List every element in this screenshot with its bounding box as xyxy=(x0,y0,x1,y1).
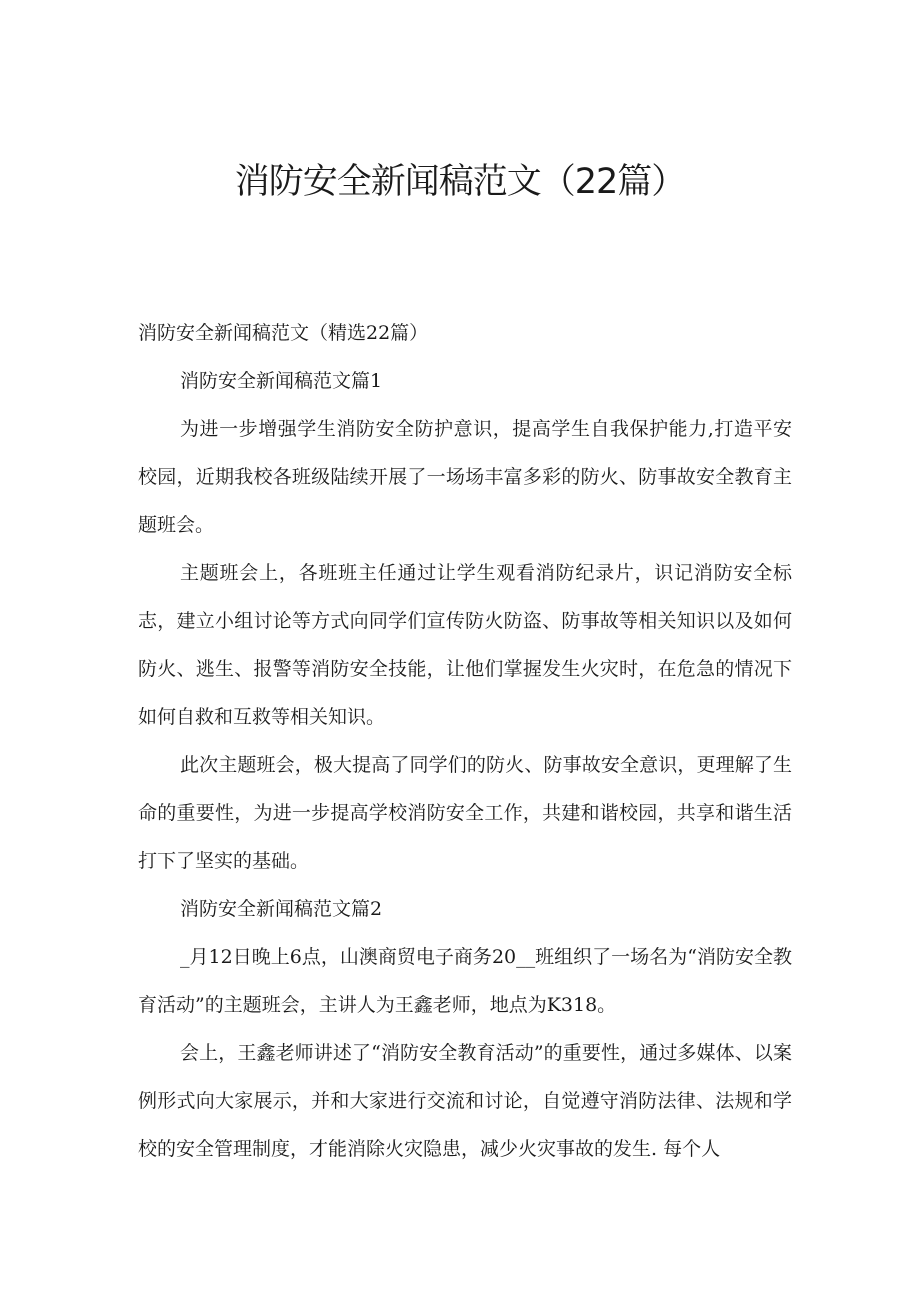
section-2-paragraph-1: _月12日晚上6点，山澳商贸电子商务20__班组织了一场名为“消防安全教育活动”的主题班会，主讲人为王鑫老师，地点为K318。 xyxy=(138,946,792,1016)
section-1-paragraph-1: 为进一步增强学生消防安全防护意识，提高学生自我保护能力,打造平安校园，近期我校各班级陆续开展了一场场丰富多彩的防火、防事故安全教育主题班会。 xyxy=(138,418,792,536)
section-1-paragraph-3: 此次主题班会，极大提高了同学们的防火、防事故安全意识，更理解了生命的重要性，为进一步提高学校消防安全工作，共建和谐校园，共享和谐生活打下了坚实的基础。 xyxy=(138,754,792,872)
document-subtitle: 消防安全新闻稿范文（精选22篇） xyxy=(138,322,429,344)
section-1-paragraph-2: 主题班会上，各班班主任通过让学生观看消防纪录片，识记消防安全标志，建立小组讨论等方式向同学们宣传防火防盗、防事故等相关知识以及如何防火、逃生、报警等消防安全技能，让他们掌握发生火灾时，在危急的情况下如何自救和互救等相关知识。 xyxy=(138,562,792,728)
section-heading-1: 消防安全新闻稿范文篇1 xyxy=(180,370,383,392)
section-2-paragraph-2: 会上，王鑫老师讲述了“消防安全教育活动”的重要性，通过多媒体、以案例形式向大家展示，并和大家进行交流和讨论，自觉遵守消防法律、法规和学校的安全管理制度，才能消除火灾隐患，减少火灾事故的发生. 每个人 xyxy=(138,1042,792,1160)
section-heading-2: 消防安全新闻稿范文篇2 xyxy=(180,898,383,920)
document-body xyxy=(138,309,792,1173)
document-title: 消防安全新闻稿范文（22篇） xyxy=(234,162,686,202)
